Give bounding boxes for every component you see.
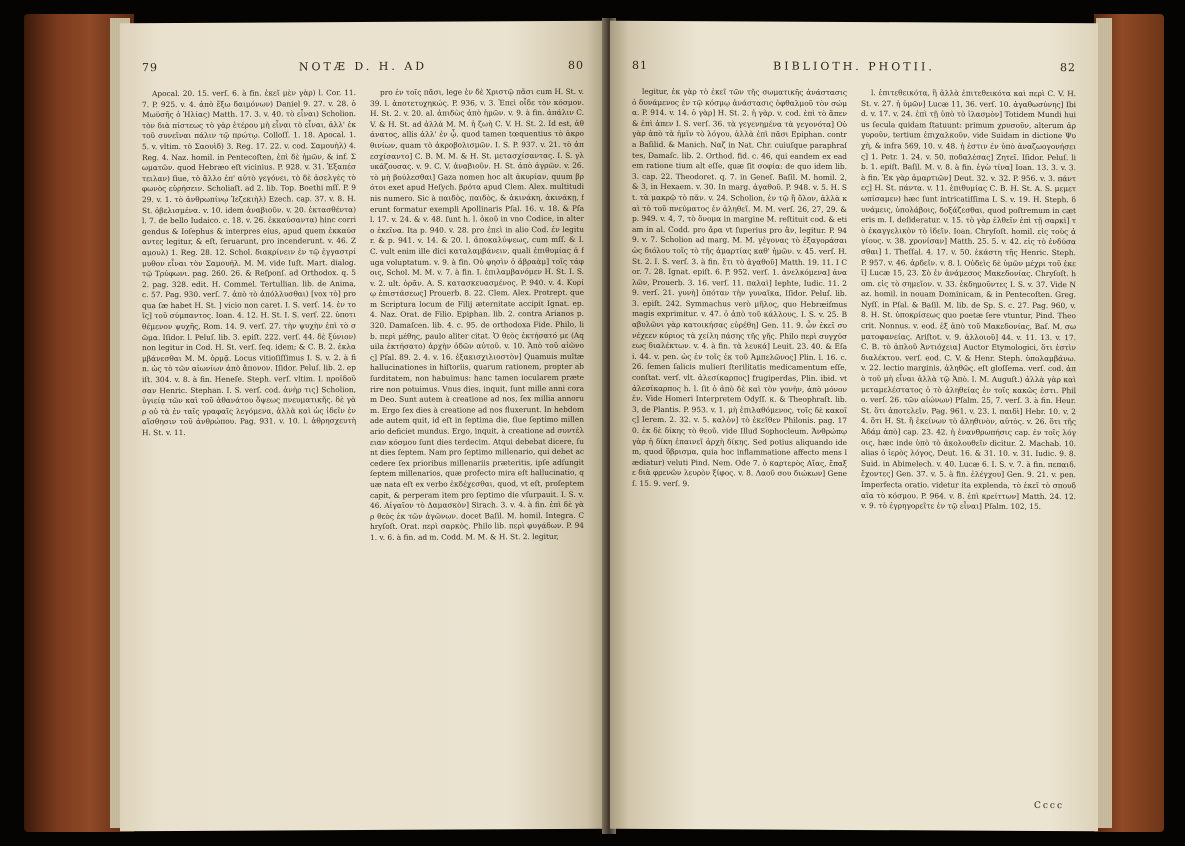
right-page (610, 21, 1098, 832)
left-page-column-2 (370, 87, 584, 790)
left-running-title: NOTÆ D. H. AD (298, 59, 428, 74)
right-page-columns (632, 87, 1076, 791)
left-page-number: 79 (142, 61, 158, 75)
right-page-header (632, 59, 1076, 85)
left-column-1-text: Apocal. 20. 15. verſ. 6. à fin. ἐκεῖ μὲν γὰρ) l. Cor. 11. 7. P. 925. v. 4. ἀπὸ ἔξω δαιμόνων) Daniel 9. 27. v. 28. ὁ Μωϋσῆς ὁ Ἠλίας) Matth. 17. 3. v. 40. τὸ εἶναι) Scholion. τὸν διὰ πίστεως τὸ γὰρ ἑτέρου μὴ εἶναι τὸ εἶναι, ἀλλ' ἐκ τοῦ συνεῖναι πάλιν τῷ πρώτῳ. Colloſſ. 1. 18. Apocal. 1. 5. v. vltim. τὸ Σαουὶδ) 3. Reg. 17. 22. v. cod. Σαμουὴλ) 4. Reg. 4. Naz. homil. in Pentecoſten, ἐπὶ δὲ ἡμῶν, & inf. Σωματῶν. quod Hebræo eſt vicinius. P. 928. v. 31. Ἐξαπέστειλαν) ſiue, τὸ ἄλλο ἐπ' αὐτὸ γεγόνει, τὸ δὲ ἀσελγὲς τὸ φωνὸς εὑρήσειν. Scholiaſt. ad 2. lib. Top. Boethi mſſ. P. 929. v. 1. τὸ ἀνθρωπίνῳ Ἰεζεκιὴλ) Ezech. cap. 37. v. 8. H. St. ὀβελισμένα. v. 10. idem ἀναβιοῦν. v. 20. ἐκτασθέντα) l. 7. de bello Iudaico. c. 18. v. 26. ἐκκαύσαντα) hinc corrigendus & Ioſephus & interpres eius, apud quem ἐκκαύσαντες legitur, & eſt, ſeruarunt, pro incenderunt. v. 46. Ζαμουλ) 1. Reg. 28. 12. Schol. διακρίνειν ἐν τῷ ἐγγαστρίμυθον εἶναι τὸν Σαμουήλ. M. M. vide Iuſt. Mart. dialog. τῷ Τρύφωνι. pag. 260. 26. & Reſponſ. ad Orthodox. q. 52. pag. 328. edit. H. Commel. Tertullian. lib. de Anima, c. 57. Pag. 930. verſ. 7. ἀπὸ τὸ ἀπόλλυσθαι) [vox τὸ] pro qua ſæ habet H. St. ] vicio non caret. I. S. verſ. 14. ἐν τοῖς] τοῦ σύμπαντος. Ioan. 4. 12. H. St. I. S. verſ. 22. ὑποτιθέμενον ψυχῆς, Rom. 14. 9. verſ. 27. τὴν ψυχὴν ἐπὶ τὸ σῶμα. Iſidor. l. Peluſ. lib. 3. epiſt. 222. verſ. 44. δὲ ξύνιον) non legitur in Cod. H. St. verſ. ſeq. idem; & C. B. 2. ἐκλαμβάνεσθαι M. M. ὁρμᾷ. Locus vitioſiſſimus I. S. v. 2. à fin. ὡς τὸ τῶν αἰωνίων ἀπὸ ἄπονον. Iſidor. Peluſ. lib. 2. epiſt. 304. v. 8. à fin. Heneſe. Steph. verſ. vltim. I. προϊδοῦσαν Henric. Stephan. I. S. verſ. cod. ἀνὴρ τις] Scholion, ὑγιείᾳ τῶν καὶ τοῦ ἀθανάτου ὄψεως πνευματικῆς. δὲ γὰρ οὐ τὰ ἐν ταῖς γραφαῖς λεγόμενα, ἀλλὰ καὶ ὡς ἰδεῖν ἐν αἴσθησιν τοῦ ἀνθρώπου. Pag. 931. v. 10. l. ἀθρησχευτὴ H. St. v. 11. (142, 88, 356, 438)
left-page-column-1 (142, 88, 356, 791)
right-column-2-text: l. ἐπιτεθεικότα, ἢ ἀλλὰ ἐπιτεθεικότα καὶ περὶ C. V. H. St. v. 27. ἡ ὑμῶν] Lucæ 11, 36. verſ. 10. ἀγαθωσύνης] Ibid. v. 17. v. 24. ἐπὶ τῇ ὑπὸ τὸ ἰλασμὸν] Totidem Mundi huius ſecula quidam ſtatuunt: primum χρυσοῦν, alterum ἀργυροῦν, tertium ἐπιχαλκοῦν. vide Suidam in dictione Ψυχὴ, & infra 569, 10. v. 48. ἡ ἐστιν ἐν ὑπὸ ἀναζωογονήσεις] 1. Petr. 1. 24. v. 50. ποδαλέσας] Ζητεῖ. Iſidor. Peluſ. lib. 1. epiſt. Baſil. M. v. 8. à fin. ἐγὼ τίνα] Ioan. 13. 3. v. 3. à fin. Ἐκ γὰρ ἁμαρτιῶν] Deut. 32. v. 32. P. 956. v. 3. πάντες] H. St. πάντα. v. 11. ἐπιθυμίας C. B. H. St. A. S. μεμετωπίσαμεν) hæc ſunt intricatiſſima I. S. v. 19. H. Steph. δυνάμεις, ὑπολάβοις, δοξάζεσθαι, quod poſtremum in cæteris m. I. deſideratur. v. 15. τὸ γὰρ ἐλθεῖν ἐπὶ τῇ σαρκὶ] τὸ ἐκαγγελικὸν τὸ ἰδεῖν. Ioan. Chryſoſt. homil. εἰς τοὺς ἁγίους. v. 38. χρονίσαν] Matth. 25. 5. v. 42. εἰς τὸ ἐνδύσασθαι] 1. Theſſal. 4. 17. v. 50. ἐκάστη τῆς Henric. Steph. P. 957. v. 46. ἀρδεῖν. v. 8. l. Οὐδεὶς δὲ ὑμῶν μέχρι τοῦ ἐκεῖ] Lucæ 15, 23. Σὸ ἐν ἀνάμεσος Μακεδονίας. Chryſoſt. hom. εἰς τὸ σημεῖον. v. 33. ἐκδημοῦντες I. S. v. 37. Vide Naz. homil. in nouam Dominicam, & in Pentecoſten. Greg. Nyſſ. in Pſal. & Baſil. M. lib. de Sp. S. c. 27. Pag. 960, v. 8. H. St. ὑποκρίσεως quo poetæ ſere vtuntur, Pind. Theocrit. Nonnus. v. eod. ἐξ ἀπὸ τοῦ Μακεδονίας, Baſ. M. σωματοφανείας. Ariſtot. v. 9. ἀλλοιοῦ] 44. v. 11. 13. v. 17. C. B. τὸ ἀπλοῦ Ἀντιόχεια] Auctor Etymologici, ὅτι ἐστὶν διαλέκτου. verſ. eod. C. V. & Henr. Steph. ὑπολαμβάνω. v. 22. lectio marginis, ἀληθῶς. eſt gloſſema. verſ. cod. ἀπὸ τοῦ μὴ εἶναι ἀλλὰ τῷ Ἀπὸ. l. M. Auguſt.) ἀλλὰ γὰρ καὶ μεταμελέστατος ὁ τὸ ἀληθείας ἐν τοῖς κακῶς ἐστι. Philo. verſ. 26. τῶν αἰώνων) Pſalm. 25, 7. verſ. 3. à fin. Heur. St. ὅτι ἀποτελεῖν. Pag. 961. v. 23. l. παιδὶ] Hebr. 10. v. 24. ὅτι H. St. ἢ ἐκείνων τὸ ἀληθινὸν, αὐτὸς. v. 26. ὅτι τῆς Ἀδάμ ἀπὸ] cap. 23. 42. ἡ ἐνανθρωπήσις cap. ἐν τοῖς λόγοις, hæc inde ὑπὸ τὸ ἀκολουθεῖν dicitur. 2. Machab. 10. alias ὁ ἱερὸς λόγος, Deut. 16. & 31. 10. v. 31. Iudic. 9. 8. Suid. in Abimelech. v. 40. Lucæ 6. I. S. v. 7. à fin. πεπαιδ. ἔχοντες] Gen. 37. v. 5. à fin. ἐλέγχου] Gen. 9. 21. v. pen. Imperfecta oratio. videtur ita explenda, τὸ ἐκεῖ τὸ σπουδαῖα τὸ κόσμου. P. 964. v. 8. ἐπὶ κρείττων] Matth. 24. 12. v. 9. τὸ ἐγρηγορεῖτε ἐν τῷ εἶναι] Pſalm. 102, 15. (861, 88, 1076, 512)
right-page-number-left: 81 (632, 58, 648, 72)
left-page-header (142, 59, 584, 85)
right-page-edges (1096, 18, 1112, 828)
right-page-column-1 (632, 87, 847, 790)
right-running-title: BIBLIOTH. PHOTII. (773, 59, 935, 74)
right-page-column-2 (861, 88, 1076, 791)
left-page-columns (142, 87, 584, 791)
right-page-number: 82 (1060, 61, 1076, 75)
left-page-number-right: 80 (568, 58, 584, 72)
right-column-1-text: legitur, ἐκ γὰρ τὸ ἐκεῖ τῶν τῆς σωματικῆς ἀνάστασις ὁ δυνάμενος ἐν τῷ κόσμῳ ἀνάστασις ὀφθαλμοῦ τὸν σώμα. P. 914. v. 14. ὁ γὰρ] H. St. 2. ἡ γὰρ. v. cod. ἐπὶ τὸ ἄπεν & ἐπὶ ἀπεν I. S. verſ. 36. τὰ γεγενημένα τὰ γεγονότα] Οὐ γὰρ ἀπὸ τὰ ἡμῖν τὸ λόγου, ἀλλὰ ἐπὶ πᾶσι Epiphan. contra Baſilid. & Manich. Ναζ in Nat. Chr. cuiuſque paraphraſtes, Damaſc. lib. 2. Orthod. fid. c. 46, qui eandem ex eadem ratione tium alt eſſe, quæ ſit σοφία: de quo idem lib. 3. cap. 22. Theodoret. q. 7. in Geneſ. Baſil. M. homil. 2, & 3, in Hexaem. v. 30. In marg. ἀγαθοῦ. P. 948. v. 5. H. St. τὰ μακρῷ τὸ πᾶν. v. 24. Scholion, ἐν τῷ ἢ ὅλον, ἀλλὰ καὶ τὸ τοῦ πνεύματος ἐν ἀληθεῖ. M. M. verſ. 26, 27, 29. & p. 949. v. 4, 7, τὸ ὄνομα in margine M. reſtituit cod. & etiam in al. Codd. pro ἄρα vt ſuperius pro ἂν, legitur. P. 949. v. 7. Scholion ad marg. M. M. γέγονας τὸ ἐξαγοράσαι ὡς διόλου τοῖς τὸ τῆς ἁμαρτίας καθ' ἡμῶν. v. 45. verſ. H. St. 2. I. S. verſ. 3. à fin. ἔτι τὸ ἀγαθοῦ] Matth. 19. 11. I Cor. 7. 28. Ignat. epiſt. 6. P. 952. verſ. 1. ἀνελκόμενα] ἀναλῶν, Prouerb. 3. 16. verſ. 11. παλαὶ] Iephte, Iudic. 11. 29. verſ. 21. γυνὴ] ὁπόταν τὴν γυναῖκα, Iſidor. Peluſ. lib. 3. epiſt. 242. Symmachus verò μῆλος, quo Hebræiſmus magis exprimitur. v. 47. ὁ ἀπὸ τοῦ κάλλους. I. S. v. 25. Βαβυλῶνι γὰρ κατοικήσας εὑρέθη] Gen. 11. 9. ὧν ἐκεῖ συνέχεεν κύριος τὰ χείλη πάσης τῆς γῆς. Philo περὶ συγχύσεως διαλέκτων. v. 4. à fin. τὰ λευκά] Leuit. 23. 40. & Eſai. 44. v. pen. ὡς ἐν τοῖς ἐκ τοῦ Ἀμπελῶνος] Plin. l. 16. c. 26. ſemen ſalicis mulieri ſterilitatis medicamentum eſſe, conſtat. verſ. vlt. ἀλεσίκαρπος] frugiperdas, Plin. ibid. vt ἀλεσίκαρπος h. l. ſit ὁ ἀπὸ δὲ καὶ τὸν γονὴν, ἀπὸ μόνον ἐν. Vide Homeri Interpretem Odyſſ. κ. & Theophraſt. lib. 3, de Plantis. P. 953. v. 1. μὴ ἐπιλαθόμενος, τοῖς δὲ κακοῖς] Ierem. 2. 32. v. 5. καλὸν] τὸ ἐκεῖθεν Philonis. pag. 170. ἐκ δὲ δίκης τὸ θεοῦ. vide Illud Sophocleum. Ἀνθρώπῳ γὰρ ἡ δίκη ἐπαινεῖ ἀρχὴ δίκης. Sed potius aliquando idem, quod ὕβρισμα, quia hoc inflammatione affecto mens lædiatur) veluti Pind. Nem. Ode 7. ὁ καρτερὸς Αἴας, ἔπαξε διὰ φρενῶν λευρὸν ξίφος. v. 8. Λαοῦ σου διώκων] Geneſ. 15. 9. verſ. 9. (632, 86, 847, 489)
left-column-2-text: pro ἐν τοῖς πᾶσι, lege ἐν δὲ Χριστῷ πᾶσι cum H. St. v. 39. l. ἀποτετυχηκώς. P. 936, v. 3. Ἐπεὶ οἶδε τὸν κόσμον. H. St. 2. v. 20. al. ἀπιδὼς ἀπὸ ἡμῶν. v. 9. à fin. ἀπάλιν C. V. & H. St. ad ἀλλὰ M. M. ἡ ζωὴ C. V. H. St. 2. Id est, ἀθάνατος, allis ἀλλ' ἐν ᾧ. quod tamen tœquentius τὸ ἀκροθινίων, quam τὸ ἀκροβολισμῶν. I. S. P. 937. v. 21. τὸ ἀπεσχίσαντο] C. B. M. M. & H. St. μετασχίσαντας. I. S. γλυκάζουσας. v. 9. C. V. ἀναβιοῦν. H. St. ἀπὸ ἀγρῶν. v. 26. τὸ μὴ βούλεσθαι] Gaza nomen hoc alt ἀκυρίαν, quum βρότοι exet apud Heſych. βρότα apud Clem. Alex. multitudinis numero. Sic à παιδὸς, παιδὸς, & ἀκινάκη, ἀκινάκῃ, ferunt formatur exempli Apollinaris Pſal. 16. v. 18. & Pſal. 17. v. 24. & v. 48. ſunt h. l. ὁκοῦ in vno Codice, in altero ἐκεῖνα. Ita p. 940. v. 28. pro ἐπεὶ in alio Cod. ἐν legitur. & p. 941. v. 14. & 20. l. ἀποκαλύψεως, cum mſſ. & I. C. vult enim ille dici καταλαμβάνειν, quali ἐπιθυμίας ἀ fuga voluptatum. v. 9. à fin. Οὐ φησὶν ὁ ἀβραὰμ] τοῖς τάφοις, Schol. M. M. v. 7. à fin. I. ἐπιλαμβανόμεν H. St. I. S. v. 2. ult. ὁρᾶν. A. S. κατασκευασμένος. P. 940. v. 4. Κυρίῳ ἐπιστάσεως] Prouerb. 8. 22. Clem. Alex. Protrept. quem Scriptura locum de Filij æternitate accipit Ignat. ep. 4. Naz. Orat. de Filio. Epiphan. lib. 2. contra Arianos p. 320. Damaſcen. lib. 4. c. 95. de orthodoxa Fide. Philo, lib. περὶ μέθης, paulo aliter citat. Ὁ θεὸς ἐκτήσατό με (Aquila ἐκτήσατο) ἀρχὴν ὁδῶν αὐτοῦ. v. 10. Ἀπὸ τοῦ αἰῶνος] Pſal. 89. 2. 4. v. 16. ἐξακισχιλιοστὸν] Quamuis multæ hallucinationes in hiſtoriis, quarum rationem, propter abſurditatem, non habuimus: hanc tamen iocularem præterire non potuimus. Vnus dies, inquit, ſunt mille anni coram Deo. Sunt autem à creatione ad nos, ſex millia annorum. Ergo ſex dies à creatione ad nos fluxerunt. In hebdomade autem quit, id eſt in ſeptima die, ſiue ſeptimo millenario deficiet mundus. Ergo, inquit, à creatione ad συντέλειαν κόσμου ſunt dies terdecim. Atqui debebat dicere, ſunt dies ſeptem. Nam pro ſeptimo millenario, qui debet accedere ſex prioribus millenariis præteritis, ipſe adſungit ſeptem millenarios, quæ profecto mira eſt hallucinatio, quæ nata eſt ex verbo ἐκδέχεσθαι, quod, vt eſt, proſeptem capit, & perperam item pro ſeptimo die vſurpauit. I. S. v. 46. Αἰγαῖον τὸ Δαμασκὸν] Sirach. 3. v. 4. à fin. ἐπὶ δὲ γὰρ θεὸς ἐκ τῶν ἀγῶνων. docet Baſil. M. homil. Integra. Chryſoſt. Orat. περὶ σαρκὸς. Philo lib. περὶ φυγάδων. P. 941. v. 6. à fin. ad m. Codd. M. M. & H. St. 2. legitur, (370, 86, 584, 542)
book (24, 8, 1164, 842)
left-page (120, 21, 606, 832)
signature-mark: Cccc (1033, 800, 1064, 812)
